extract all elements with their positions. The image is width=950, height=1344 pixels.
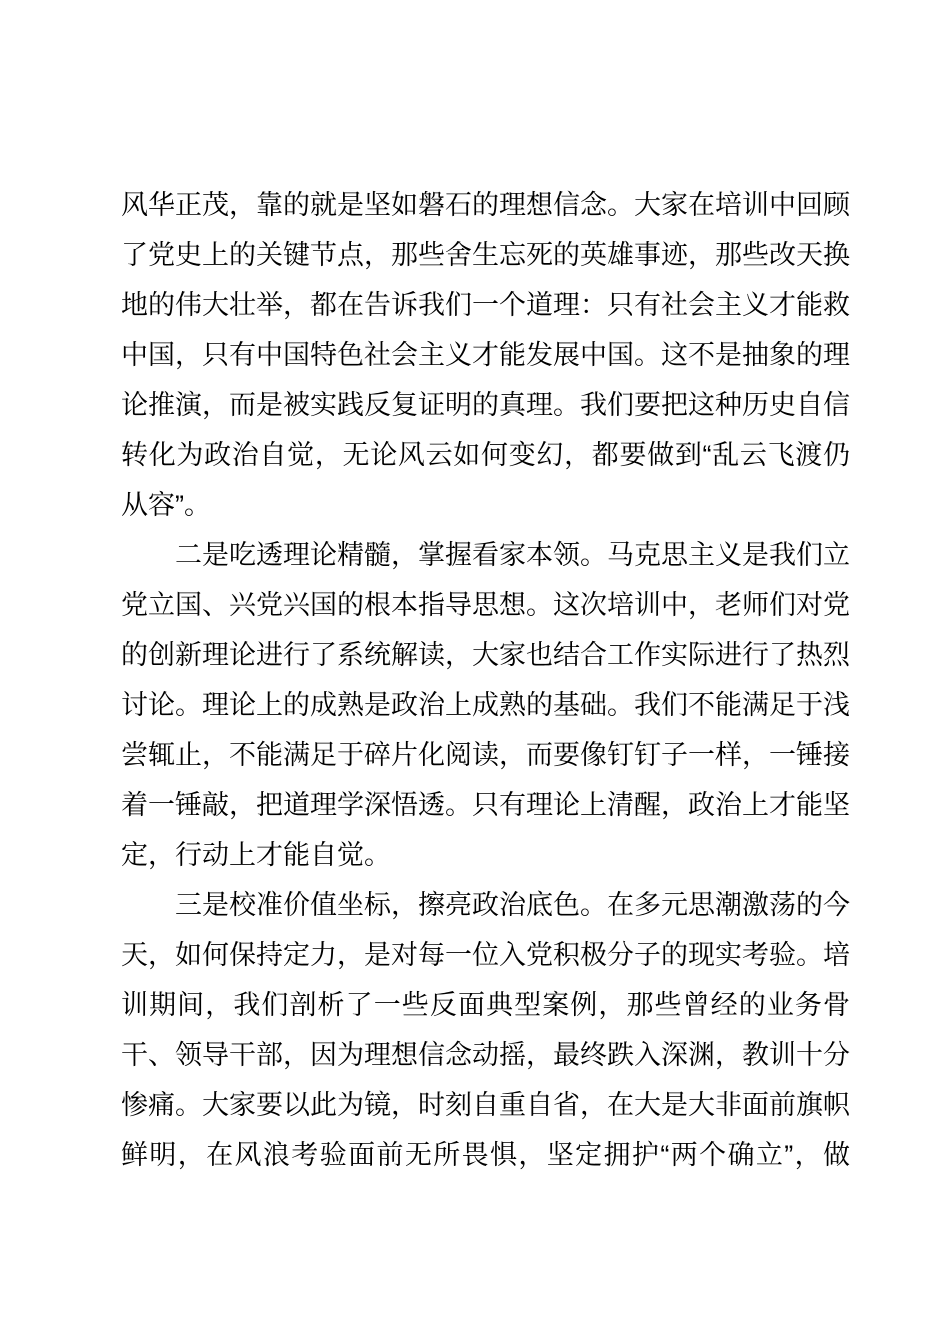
- text-line: 了党史上的关键节点，那些舍生忘死的英雄事迹，那些改天换: [121, 240, 850, 270]
- text-line: 讨论。理论上的成熟是政治上成熟的基础。我们不能满足于浅: [121, 690, 850, 720]
- text-line: 二是吃透理论精髓，掌握看家本领。马克思主义是我们立: [175, 540, 850, 570]
- text-line: 从容”。: [121, 490, 211, 520]
- text-line: 干、领导干部，因为理想信念动摇，最终跌入深渊，教训十分: [121, 1040, 850, 1070]
- text-line: 定，行动上才能自觉。: [121, 840, 391, 870]
- paragraph: [121, 180, 850, 530]
- paragraph: [121, 530, 850, 880]
- text-line: 鲜明，在风浪考验面前无所畏惧，坚定拥护“两个确立”，做: [121, 1140, 850, 1170]
- text-line: 党立国、兴党兴国的根本指导思想。这次培训中，老师们对党: [121, 590, 850, 620]
- text-line: 转化为政治自觉，无论风云如何变幻，都要做到“乱云飞渡仍: [121, 440, 850, 470]
- text-line: 地的伟大壮举，都在告诉我们一个道理：只有社会主义才能救: [121, 290, 850, 320]
- text-line: 尝辄止，不能满足于碎片化阅读，而要像钉钉子一样，一锤接: [121, 740, 850, 770]
- document-body: [121, 180, 850, 1180]
- text-line: 论推演，而是被实践反复证明的真理。我们要把这种历史自信: [121, 390, 850, 420]
- paragraph: [121, 880, 850, 1180]
- text-line: 着一锤敲，把道理学深悟透。只有理论上清醒，政治上才能坚: [121, 790, 850, 820]
- text-line: 训期间，我们剖析了一些反面典型案例，那些曾经的业务骨: [121, 990, 850, 1020]
- text-line: 天，如何保持定力，是对每一位入党积极分子的现实考验。培: [121, 940, 850, 970]
- text-line: 中国，只有中国特色社会主义才能发展中国。这不是抽象的理: [121, 340, 850, 370]
- text-line: 三是校准价值坐标，擦亮政治底色。在多元思潮激荡的今: [175, 890, 850, 920]
- text-line: 的创新理论进行了系统解读，大家也结合工作实际进行了热烈: [121, 640, 850, 670]
- text-line: 风华正茂，靠的就是坚如磐石的理想信念。大家在培训中回顾: [121, 190, 850, 220]
- text-line: 惨痛。大家要以此为镜，时刻自重自省，在大是大非面前旗帜: [121, 1090, 850, 1120]
